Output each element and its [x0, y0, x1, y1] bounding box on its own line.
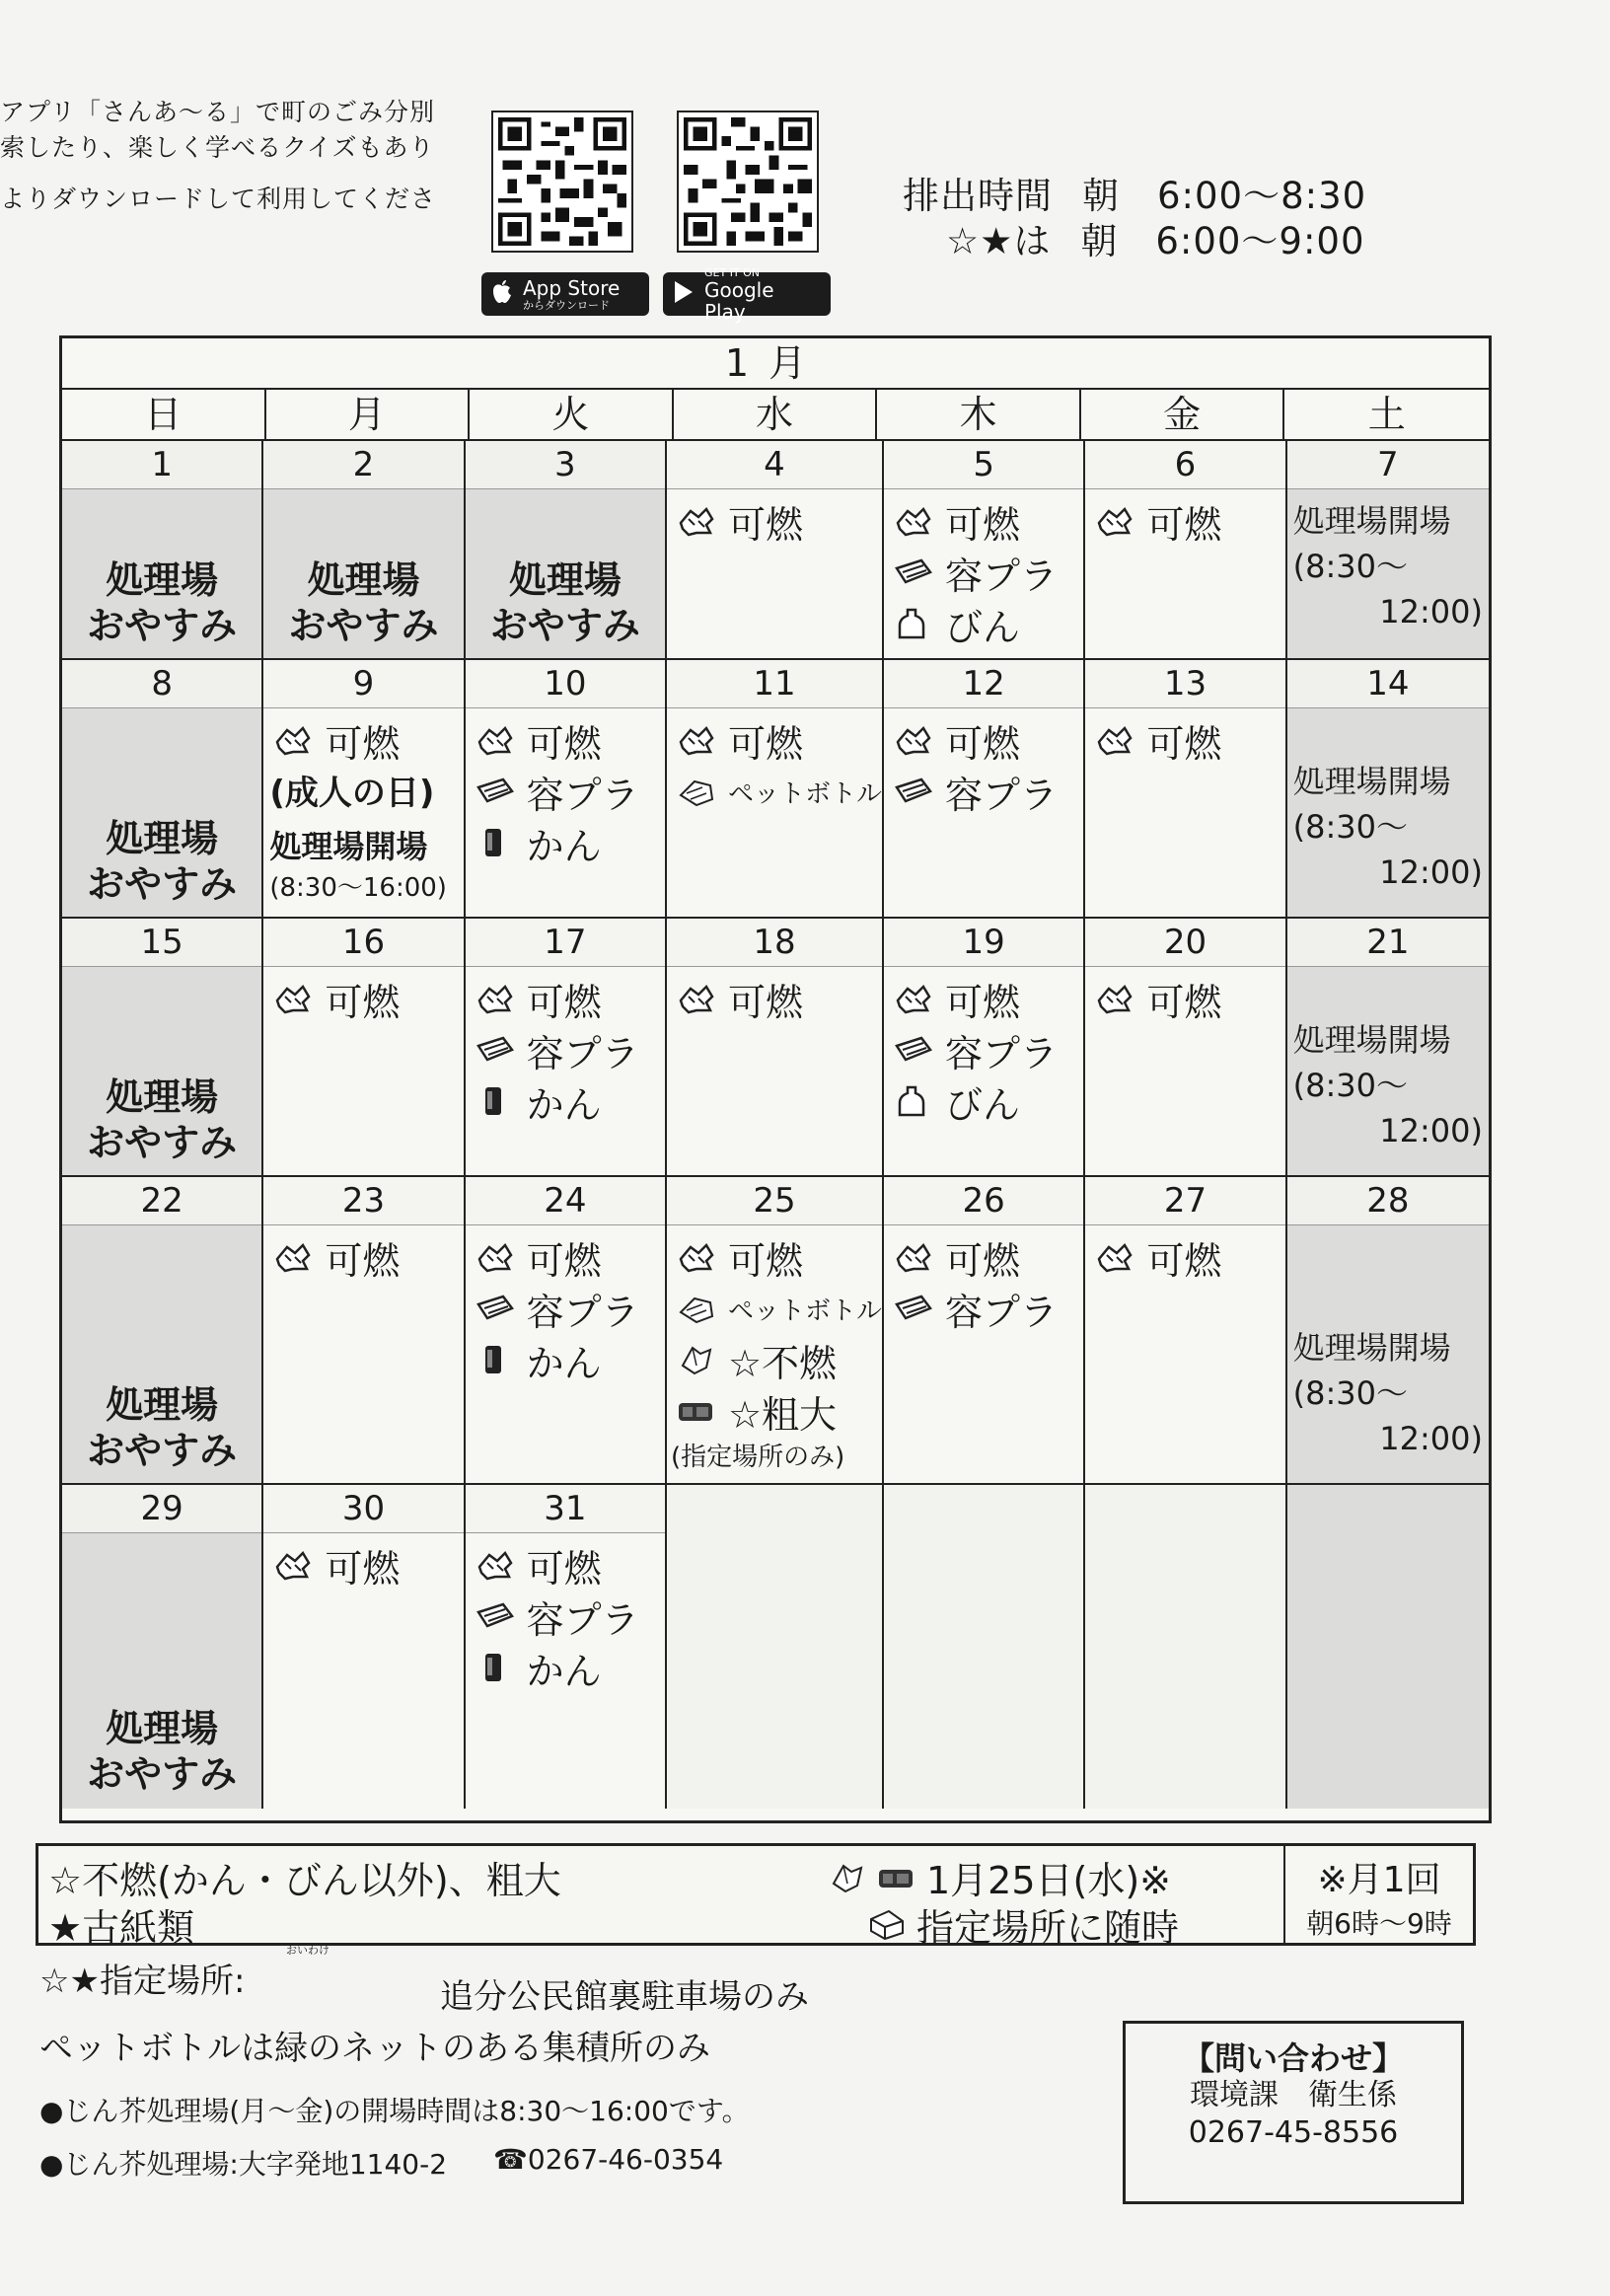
- item-burnable: 可燃: [894, 495, 1083, 547]
- day-number: 23: [263, 1177, 463, 1225]
- app-store-qr-code[interactable]: [491, 111, 633, 253]
- google-play-button[interactable]: [663, 265, 831, 324]
- day-number: 27: [1085, 1177, 1284, 1225]
- burnable-trash-icon: [476, 722, 515, 758]
- day-cell-10: [466, 660, 667, 919]
- day-number: 5: [884, 441, 1083, 489]
- burnable-trash-icon: [273, 1239, 313, 1275]
- day-number: 9: [263, 660, 463, 708]
- day-number: 18: [667, 919, 882, 967]
- google-play-title: Google Play: [704, 277, 774, 324]
- intro-line-2: 索したり、楽しく学べるクイズもあり: [0, 133, 435, 162]
- weekday-wed: 水: [674, 390, 878, 441]
- facility-closed-label: 処理場 おやすみ: [288, 558, 439, 647]
- item-plastic: 容プラ: [476, 766, 665, 817]
- holiday-open-label: 処理場開場: [269, 828, 428, 865]
- item-burnable: 可燃: [273, 973, 463, 1024]
- day-cell-16: [263, 919, 465, 1177]
- special-collection-legend: [36, 1843, 1476, 1950]
- burnable-trash-icon: [677, 722, 716, 758]
- day-number: 28: [1287, 1177, 1489, 1225]
- facility-open-label: 処理場開場 (8:30～ 12:00): [1292, 1329, 1483, 1457]
- weekday-mon: 月: [266, 390, 471, 441]
- burnable-trash-icon: [1095, 1239, 1134, 1275]
- day-cell-12: [884, 660, 1085, 919]
- plastic-container-icon: [894, 774, 933, 809]
- item-burnable: 可燃: [1095, 714, 1284, 766]
- oversized-waste-icon: [677, 1393, 716, 1429]
- day-number: 12: [884, 660, 1083, 708]
- day-number: 24: [466, 1177, 665, 1225]
- facility-closed-label: 処理場 おやすみ: [87, 1383, 238, 1472]
- glass-bottle-icon: [894, 606, 933, 641]
- plastic-container-icon: [476, 1032, 515, 1068]
- day-cell-30: [263, 1485, 465, 1809]
- day-cell-22: [62, 1177, 263, 1485]
- play-icon: [673, 280, 695, 308]
- can-icon: [476, 1083, 515, 1119]
- day-cell-28: [1287, 1177, 1489, 1485]
- item-burnable: 可燃: [476, 1539, 665, 1591]
- google-play-subtitle: GET IT ON: [704, 265, 761, 279]
- google-play-qr-code[interactable]: [677, 111, 819, 253]
- burnable-trash-icon: [476, 981, 515, 1016]
- day-cell-7: [1287, 441, 1489, 660]
- item-cans: かん: [476, 1075, 665, 1127]
- item-plastic: 容プラ: [894, 1283, 1083, 1334]
- empty-cell: [1085, 1485, 1286, 1809]
- item-burnable: 可燃: [273, 714, 463, 766]
- hours-label-1: 排出時間: [903, 175, 1053, 217]
- place-ruby: おいわけ: [286, 1944, 329, 1957]
- non-burnable-trash-icon: [828, 1860, 867, 1895]
- legend-anytime-row: [867, 1897, 1179, 1952]
- holiday-name: (成人の日): [269, 774, 435, 813]
- day-number: 14: [1287, 660, 1489, 708]
- legend-date: 1月25日(水)※: [926, 1859, 1172, 1902]
- apple-icon: [491, 279, 513, 309]
- intro-line-3: よりダウンロードして利用してくださ: [0, 185, 437, 213]
- item-bottles: びん: [894, 598, 1083, 649]
- item-burnable: 可燃: [273, 1231, 463, 1283]
- hours-time-1: 朝 6:00～8:30: [1082, 175, 1367, 217]
- day-number: 25: [667, 1177, 882, 1225]
- legend-paper: ★古紙類: [48, 1906, 195, 1950]
- can-icon: [476, 1342, 515, 1377]
- day-cell-4: [667, 441, 884, 660]
- facility-closed-label: 処理場 おやすみ: [87, 817, 238, 906]
- facility-address: ●じん芥処理場:大字発地1140-2: [39, 2148, 448, 2181]
- day-number: 21: [1287, 919, 1489, 967]
- day-cell-15: [62, 919, 263, 1177]
- app-store-title: App Store: [523, 275, 621, 300]
- monthly-note-hours: 朝6時～9時: [1306, 1907, 1452, 1940]
- legend-date-row: [828, 1850, 1171, 1904]
- item-cans: かん: [476, 817, 665, 868]
- day-number: 29: [62, 1485, 261, 1533]
- app-store-button[interactable]: [481, 272, 649, 316]
- facility-closed-label: 処理場 おやすみ: [87, 558, 238, 647]
- burnable-trash-icon: [1095, 503, 1134, 539]
- calendar-grid: [62, 441, 1489, 1809]
- day-cell-20: [1085, 919, 1286, 1177]
- item-burnable: 可燃: [677, 1231, 882, 1283]
- hours-time-2: 朝 6:00～9:00: [1080, 220, 1365, 262]
- item-burnable: 可燃: [476, 714, 665, 766]
- contact-box: [1123, 2021, 1464, 2204]
- day-cell-24: [466, 1177, 667, 1485]
- day-number: 22: [62, 1177, 261, 1225]
- day-cell-27: [1085, 1177, 1286, 1485]
- non-burnable-trash-icon: [677, 1342, 716, 1377]
- plastic-container-icon: [476, 774, 515, 809]
- burnable-trash-icon: [1095, 981, 1134, 1016]
- burnable-trash-icon: [273, 1547, 313, 1583]
- day-cell-17: [466, 919, 667, 1177]
- item-burnable: 可燃: [677, 973, 882, 1024]
- day-cell-29: [62, 1485, 263, 1809]
- collection-calendar: [59, 335, 1492, 1823]
- burnable-trash-icon: [677, 1239, 716, 1275]
- item-cans: かん: [476, 1642, 665, 1693]
- day-number: 8: [62, 660, 261, 708]
- day-number: 11: [667, 660, 882, 708]
- day-number: 4: [667, 441, 882, 489]
- day-cell-2: [263, 441, 465, 660]
- plastic-container-icon: [894, 555, 933, 590]
- day-cell-11: [667, 660, 884, 919]
- item-oversized: ☆粗大: [677, 1385, 882, 1437]
- weekday-sun: 日: [62, 390, 266, 441]
- burnable-trash-icon: [476, 1547, 515, 1583]
- day-cell-25: [667, 1177, 884, 1485]
- day-cell-5: [884, 441, 1085, 660]
- facility-closed-label: 処理場 おやすみ: [87, 1707, 238, 1796]
- item-pet-bottles: ペットボトル: [677, 766, 882, 817]
- monthly-note-box: [1283, 1846, 1473, 1943]
- app-store-subtitle: からダウンロード: [523, 298, 610, 312]
- day-cell-14: [1287, 660, 1489, 919]
- day-number: 1: [62, 441, 261, 489]
- facility-open-label: 処理場開場 (8:30～ 12:00): [1292, 502, 1483, 630]
- facility-closed-label: 処理場 おやすみ: [489, 558, 640, 647]
- item-plastic: 容プラ: [894, 1024, 1083, 1075]
- intro-line-1: アプリ「さんあ～る」で町のごみ分別: [0, 98, 436, 126]
- facility-open-label: 処理場開場 (8:30～ 12:00): [1292, 1021, 1483, 1149]
- facility-hours-note: ●じん芥処理場(月～金)の開場時間は8:30～16:00です。: [39, 2095, 750, 2127]
- day-cell-19: [884, 919, 1085, 1177]
- weekday-thu: 木: [877, 390, 1081, 441]
- item-cans: かん: [476, 1334, 665, 1385]
- weekday-sat: 土: [1284, 390, 1489, 441]
- glass-bottle-icon: [894, 1083, 933, 1119]
- facility-phone: ☎0267-46-0354: [493, 2143, 724, 2176]
- day-cell-13: [1085, 660, 1286, 919]
- disposal-hours: [903, 174, 1366, 264]
- item-plastic: 容プラ: [476, 1591, 665, 1642]
- item-plastic: 容プラ: [894, 766, 1083, 817]
- day-number: 31: [466, 1485, 665, 1533]
- contact-title: 【問い合わせ】: [1182, 2039, 1404, 2077]
- item-pet-bottles: ペットボトル: [677, 1283, 882, 1334]
- day-cell-21: [1287, 919, 1489, 1177]
- facility-open-label: 処理場開場 (8:30～ 12:00): [1292, 763, 1483, 891]
- day-cell-8: [62, 660, 263, 919]
- day-number: 7: [1287, 441, 1489, 489]
- paper-bundle-icon: [867, 1907, 907, 1943]
- day-number: 19: [884, 919, 1083, 967]
- weekday-header: [62, 390, 1489, 441]
- item-burnable: 可燃: [1095, 1231, 1284, 1283]
- day-number: 15: [62, 919, 261, 967]
- item-plastic: 容プラ: [476, 1283, 665, 1334]
- designated-place-value: 追分公民館裏駐車場のみ: [440, 1977, 809, 2017]
- item-burnable: 可燃: [1095, 495, 1284, 547]
- day-cell-1: [62, 441, 263, 660]
- day-cell-3: [466, 441, 667, 660]
- pet-bottle-icon: [677, 774, 716, 809]
- weekday-fri: 金: [1081, 390, 1285, 441]
- burnable-trash-icon: [894, 503, 933, 539]
- day-number: 30: [263, 1485, 463, 1533]
- contact-department: 環境課 衛生係: [1190, 2078, 1397, 2112]
- burnable-trash-icon: [894, 981, 933, 1016]
- day-number: 26: [884, 1177, 1083, 1225]
- day-number: 3: [466, 441, 665, 489]
- day-cell-9: [263, 660, 465, 919]
- facility-closed-label: 処理場 おやすみ: [87, 1075, 238, 1164]
- day-cell-6: [1085, 441, 1286, 660]
- day-number: 20: [1085, 919, 1284, 967]
- legend-non-burnable: ☆不燃(かん・びん以外)、粗大: [48, 1859, 561, 1902]
- legend-anytime: 指定場所に随時: [916, 1906, 1180, 1950]
- designated-place-note: (指定場所のみ): [670, 1443, 845, 1472]
- item-plastic: 容プラ: [476, 1024, 665, 1075]
- day-number: 16: [263, 919, 463, 967]
- burnable-trash-icon: [677, 981, 716, 1016]
- item-burnable: 可燃: [894, 973, 1083, 1024]
- burnable-trash-icon: [476, 1239, 515, 1275]
- plastic-container-icon: [476, 1598, 515, 1634]
- pet-bottle-note: ペットボトルは緑のネットのある集積所のみ: [39, 2029, 710, 2068]
- item-burnable: 可燃: [1095, 973, 1284, 1024]
- can-icon: [476, 825, 515, 860]
- burnable-trash-icon: [894, 722, 933, 758]
- burnable-trash-icon: [273, 981, 313, 1016]
- burnable-trash-icon: [677, 503, 716, 539]
- burnable-trash-icon: [894, 1239, 933, 1275]
- item-burnable: 可燃: [677, 495, 882, 547]
- day-number: 6: [1085, 441, 1284, 489]
- pet-bottle-icon: [677, 1291, 716, 1326]
- day-cell-23: [263, 1177, 465, 1485]
- item-bottles: びん: [894, 1075, 1083, 1127]
- day-cell-18: [667, 919, 884, 1177]
- burnable-trash-icon: [273, 722, 313, 758]
- designated-place-row: [39, 1954, 245, 2002]
- item-non-burnable: ☆不燃: [677, 1334, 882, 1385]
- empty-cell: [667, 1485, 884, 1809]
- item-plastic: 容プラ: [894, 547, 1083, 598]
- item-burnable: 可燃: [476, 973, 665, 1024]
- can-icon: [476, 1650, 515, 1685]
- designated-place-label: ☆★指定場所:: [39, 1962, 246, 2001]
- day-number: 10: [466, 660, 665, 708]
- empty-cell: [1287, 1485, 1489, 1809]
- weekday-tue: 火: [470, 390, 674, 441]
- empty-cell: [884, 1485, 1085, 1809]
- item-burnable: 可燃: [476, 1231, 665, 1283]
- holiday-open-hours: (8:30～16:00): [269, 873, 447, 903]
- calendar-month-title: 1月: [62, 338, 1489, 390]
- item-burnable: 可燃: [894, 1231, 1083, 1283]
- day-number: 2: [263, 441, 463, 489]
- day-cell-26: [884, 1177, 1085, 1485]
- monthly-note: ※月1回: [1317, 1860, 1441, 1900]
- day-number: 17: [466, 919, 665, 967]
- plastic-container-icon: [894, 1032, 933, 1068]
- plastic-container-icon: [476, 1291, 515, 1326]
- app-intro-text: [0, 95, 454, 217]
- day-number: 13: [1085, 660, 1284, 708]
- item-burnable: 可燃: [273, 1539, 463, 1591]
- burnable-trash-icon: [1095, 722, 1134, 758]
- plastic-container-icon: [894, 1291, 933, 1326]
- hours-label-2: ☆★は: [946, 220, 1052, 262]
- item-burnable: 可燃: [677, 714, 882, 766]
- oversized-waste-icon: [877, 1860, 916, 1895]
- contact-phone: 0267-45-8556: [1188, 2115, 1399, 2150]
- day-cell-31: [466, 1485, 667, 1809]
- item-burnable: 可燃: [894, 714, 1083, 766]
